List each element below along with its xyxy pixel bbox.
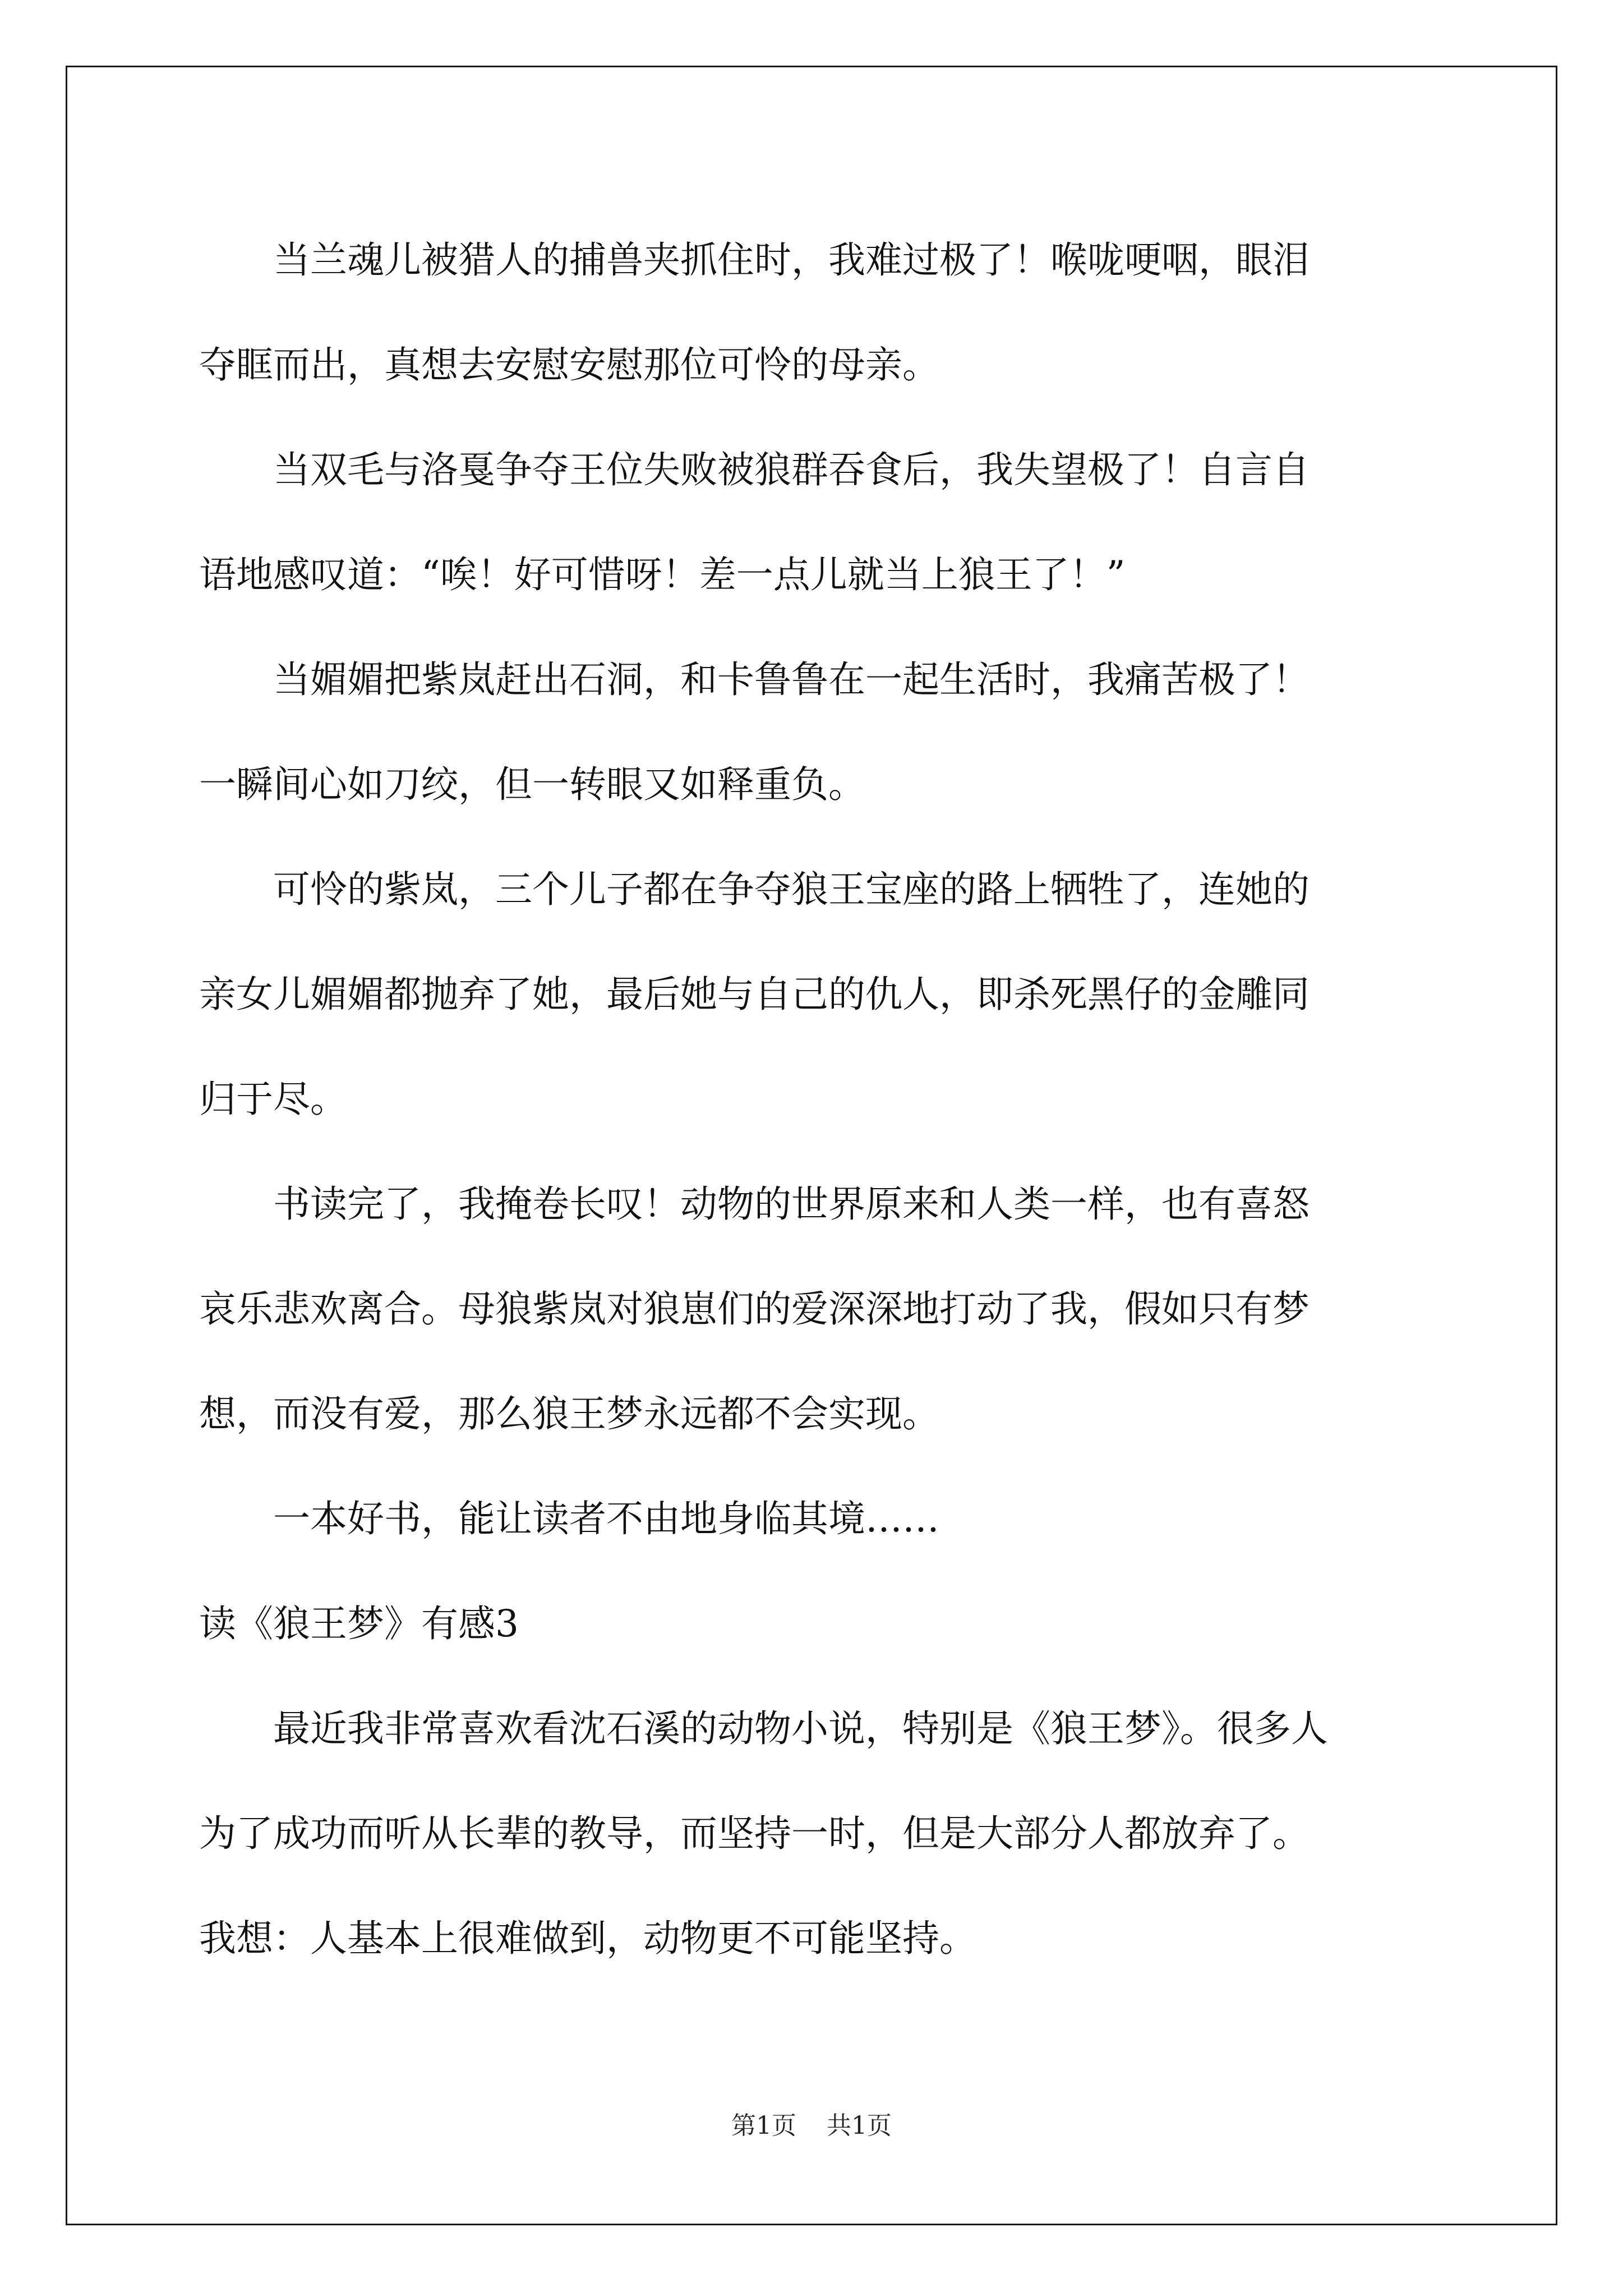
text-line: 夺眶而出，真想去安慰安慰那位可怜的母亲。 <box>199 343 939 386</box>
text-line: 最近我非常喜欢看沈石溪的动物小说，特别是《狼王梦》。很多人 <box>199 1707 1328 1750</box>
text-line: 我想：人基本上很难做到，动物更不可能坚持。 <box>199 1917 976 1960</box>
page-number-total: 共1页 <box>827 2111 892 2140</box>
text-line: 一瞬间心如刀绞，但一转眼又如释重负。 <box>199 763 865 806</box>
section-heading: 读《狼王梦》有感3 <box>199 1602 519 1645</box>
text-line: 一本好书，能让读者不由地身临其境…… <box>199 1497 939 1540</box>
text-line: 书读完了，我掩卷长叹！动物的世界原来和人类一样，也有喜怒 <box>199 1182 1310 1226</box>
text-line: 可怜的紫岚，三个儿子都在争夺狼王宝座的路上牺牲了，连她的 <box>199 868 1310 911</box>
document-body <box>199 208 1433 1991</box>
text-line: 当媚媚把紫岚赶出石洞，和卡鲁鲁在一起生活时，我痛苦极了！ <box>199 658 1310 701</box>
text-line: 亲女儿媚媚都抛弃了她，最后她与自己的仇人，即杀死黑仔的金雕同 <box>199 973 1310 1016</box>
page-number-current: 第1页 <box>731 2111 796 2140</box>
text-line: 为了成功而听从长辈的教导，而坚持一时，但是大部分人都放弃了。 <box>199 1812 1310 1855</box>
page-footer <box>0 2109 1623 2143</box>
text-line: 语地感叹道：“唉！好可惜呀！差一点儿就当上狼王了！” <box>199 553 1126 596</box>
text-line: 归于尽。 <box>199 1078 347 1121</box>
text-line: 当兰魂儿被猎人的捕兽夹抓住时，我难过极了！喉咙哽咽，眼泪 <box>199 238 1310 282</box>
text-line: 当双毛与洛戛争夺王位失败被狼群吞食后，我失望极了！自言自 <box>199 448 1310 491</box>
text-line: 哀乐悲欢离合。母狼紫岚对狼崽们的爱深深地打动了我，假如只有梦 <box>199 1287 1310 1331</box>
text-line: 想，而没有爱，那么狼王梦永远都不会实现。 <box>199 1392 939 1435</box>
